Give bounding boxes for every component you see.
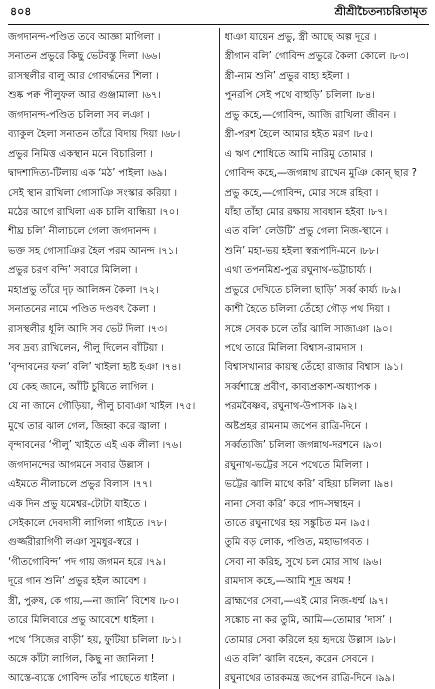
verse-line: ধাঞা যায়েন প্রভু, স্ত্রী আছে অল্প দূরে । xyxy=(224,32,377,43)
verse-line: প্রভুর নিমিত্ত একস্থান মনে বিচারিলা । xyxy=(8,148,153,160)
verse-line: স্ত্রী-নাম শুনি’ প্রভুর বাহ্য হইলা । xyxy=(224,70,350,82)
verse-line: ভট্টের ঝালি মাথে করি’ বহিয়া চলিলা ।৯৪। xyxy=(224,479,394,491)
verse-line: বিশ্বাসখানার কায়স্থ তেঁহো রাজার বিশ্বাস ।৯১। xyxy=(224,362,403,374)
verse-line: সর্ব্বশাস্ত্রে প্রবীণ, কাব্যপ্রকাশ-অধ্যাপক । xyxy=(224,381,378,393)
verse-line: এক দিন প্রভু যমেশ্বর-টোটা যাইতে । xyxy=(8,498,147,510)
verse-line: শুষ্ক পক্ব পীলুফল আর গুঞ্জামালা ।৬৭। xyxy=(8,90,161,102)
verse-line: শুনি’ মহা-ভয় হইলা স্বরূপাদি-মনে ।৮৮। xyxy=(224,245,379,257)
verse-line: ‘গীতগোবিন্দ’ পদ গায় জগমন হরে ।৭৯। xyxy=(8,556,166,568)
verse-line: দ্বাদশাদিত্য-টিলায় এক ‘মঠ’ পাইলা ।৬৯। xyxy=(8,168,167,180)
verse-line: সব দ্রব্য রাখিলেন, পীলু দিলেন বাঁটিয়া । xyxy=(8,343,164,354)
verse-line: প্রভুরে দেখিতে চলিলা ছাড়ি’ সর্ব্ব কার্য্য ।৮৯। xyxy=(224,284,401,296)
verse-line: তারে মিলিবারে প্রভু আবেশে ধাইলা । xyxy=(8,615,155,627)
verse-line: কাশী হৈতে চলিলা তেঁহো গৌড় পথ দিয়া । xyxy=(224,304,391,316)
verse-line: প্রভুর চরণ বন্দি’ সবারে মিলিলা । xyxy=(8,265,138,277)
verse-line: মুখে তার ঝাল গেল, জিহ্বা করে জ্বালা । xyxy=(8,420,167,432)
verse-line: তোমার সেবা করিলে হয় হৃদয়ে উল্লাস ।৯৮। xyxy=(224,634,396,646)
text-columns xyxy=(8,28,429,689)
verse-line: জগদানন্দ-পণ্ডিত চলিলা সব লঞা । xyxy=(8,109,150,121)
verse-line: ভক্ত সহ গোসাঞির হৈল পরম আনন্দ ।৭১। xyxy=(8,245,178,257)
verse-line: স্ত্রীগান বলি’ গোবিন্দ প্রভুরে কৈলা কোলে ।৮৩। xyxy=(224,51,409,63)
verse-line: সনাতনের নামে পণ্ডিত দণ্ডবৎ কৈলা । xyxy=(8,304,156,316)
verse-line: দূরে গান শুনি’ প্রভুর হইল আবেশ । xyxy=(8,576,147,588)
verse-line: অষ্টপ্রহর রামনাম জপেন রাত্রি-দিনে । xyxy=(224,420,368,432)
verse-line: সেবা না করিহ, সুখে চল মোর সাথ ।৯৬। xyxy=(224,556,382,568)
verse-line: সর্ব্বত্যজি’ চলিলা জগন্নাথ-দরশনে ।৯৩। xyxy=(224,440,382,452)
verse-line: পরমবৈষ্ণব, রঘুনাথ-উপাসক ।৯২। xyxy=(224,401,357,413)
verse-line: মঠের আগে রাখিলা এক চালি বান্ধিয়া ।৭০। xyxy=(8,206,179,218)
verse-line: এত বলি’ লেউটি’ প্রভু গেলা নিজ-স্থানে । xyxy=(224,226,389,238)
verse-line: যে না জানে গৌড়িয়া, পীলু চাবাঞা খাইল ।৭৫। xyxy=(8,401,196,413)
verse-line: নানা সেবা করি’ করে পাদ-সম্বাহন । xyxy=(224,498,361,510)
page-header xyxy=(8,4,429,25)
verse-line: সঙ্কোচ না কর তুমি, আমি—তোমার ‘দাস’ । xyxy=(224,615,392,627)
verse-line: ‘বৃন্দাবনের ফল’ বলি’ খাইলা হৃষ্ট হঞা ।৭৪। xyxy=(8,362,182,374)
verse-line: ব্যাকুল হৈলা সনাতন তাঁরে বিদায় দিয়া ।৬৮। xyxy=(8,129,181,141)
verse-line: রঘুনাথ-ভট্টের সনে পথেতে মিলিলা । xyxy=(224,459,369,471)
verse-line: পথে তারে মিলিলা বিশ্বাস-রামদাস । xyxy=(224,343,363,354)
verse-line: জগদানন্দের আগমনে সবার উল্লাস । xyxy=(8,459,150,471)
verse-line: ব্রাহ্মণের সেবা,—এই মোর নিজ-ধর্ম্ম ।৯৭। xyxy=(224,595,388,607)
verse-line: সনাতন প্রভুরে কিছু ভেটবস্তু দিলা ।৬৬। xyxy=(8,51,161,63)
verse-line: রাসস্থলীর ধূলি আদি সব ভেট দিলা ।৭৩। xyxy=(8,323,168,335)
verse-line: প্রভু কহে,—গোবিন্দ, আজি রাখিলা জীবন । xyxy=(224,109,397,121)
verse-line: তুমি বড় লোক, পণ্ডিত, মহাভাগবত । xyxy=(224,537,369,549)
verse-line: অঙ্গে কাঁটা লাগিল, কিছু না জানিলা ! xyxy=(8,654,155,665)
verse-line: পুনরপি সেই পথে বাহুড়ি’ চলিলা ।৮৪। xyxy=(224,90,375,102)
verse-line: পথে ‘সিজের বাড়ী’ হয়, ফুটিয়া চলিলা ।৮১। xyxy=(8,634,182,646)
verse-line: জগদানন্দ-পণ্ডিত তবে আজ্ঞা মাগিলা । xyxy=(8,32,161,43)
verse-line: সেই স্থান রাখিলা গোসাঞি সংস্কার করিয়া । xyxy=(8,187,178,199)
verse-line: স্ত্রী-পরশ হৈলে আমার হইত মরণ ।৮৫। xyxy=(224,129,373,141)
verse-line: তাতে রঘুনাথের হয় সঙ্কুচিত মন ।৯৫। xyxy=(224,517,370,529)
verse-line: সঙ্গে সেবক চলে তাঁর ঝালি সাজাঞা ।৯০। xyxy=(224,323,393,335)
verse-line: প্রভু কহে,—গোবিন্দ, মোর সঙ্গে রহিবা । xyxy=(224,187,379,199)
verse-line: এত বলি’ ঝালি বহেন, করেন সেবনে । xyxy=(224,654,374,665)
right-column xyxy=(219,28,430,689)
verse-line: গোবিন্দ কহে,—জগন্নাথ রাখেন মুঞি কোন্‌ ছার ? xyxy=(224,168,417,180)
verse-line: যাঁহা তাঁহা মোর রক্ষায় সাবধান হইবা ।৮৭। xyxy=(224,206,388,218)
verse-line: এ ঋণ শোধিতে আমি নারিমু তোমার । xyxy=(224,148,373,160)
verse-line: সেইকালে দেবদাসী লাগিলা গাইতে ।৭৮। xyxy=(8,517,167,529)
verse-line: আস্তে-ব্যস্তে গোবিন্দ তাঁর পাছেতে ধাইলা । xyxy=(8,673,175,685)
verse-line: মহাপ্রভু তাঁরে দৃঢ় আলিঙ্গন কৈলা ।৭২। xyxy=(8,284,159,296)
verse-line: রাসস্থলীর বালু আর গোবর্দ্ধনের শিলা । xyxy=(8,70,159,82)
running-title: শ্রীশ্রীচৈতন্যচরিতামৃত xyxy=(334,5,427,18)
column-divider xyxy=(219,28,220,689)
verse-line: স্ত্রী, পুরুষ, কে গায়,—না জানি’ বিশেষ ।৮০। xyxy=(8,595,179,607)
verse-line: রঘুনাথের তারকমন্ত্র জপেন রাত্রি-দিনে ।৯৯। xyxy=(224,673,395,685)
verse-line: গুর্জ্জরীরাগিণী লঞা সুমধুর-স্বরে । xyxy=(8,537,139,549)
verse-line: বৃন্দাবনের ‘পীলু’ খাইতে এই এক লীলা ।৭৬। xyxy=(8,440,182,452)
verse-line: রামদাস কহে,—আমি শূদ্র অধম ! xyxy=(224,576,352,588)
verse-line: এথা তপনমিশ্র-পুত্র রঘুনাথ-ভট্টাচার্য্য । xyxy=(224,265,372,277)
verse-line: যে কেহ জানে, আঁটি চুষিতে লাগিল । xyxy=(8,381,154,393)
verse-line: এইমতে নীলাচলে প্রভুর বিলাস ।৭৭। xyxy=(8,479,153,491)
left-column xyxy=(8,28,219,689)
page-number: ৪০৪ xyxy=(10,5,32,18)
verse-line: শীঘ্র চলি’ নীলাচলে গেলা জগদানন্দ । xyxy=(8,226,157,238)
